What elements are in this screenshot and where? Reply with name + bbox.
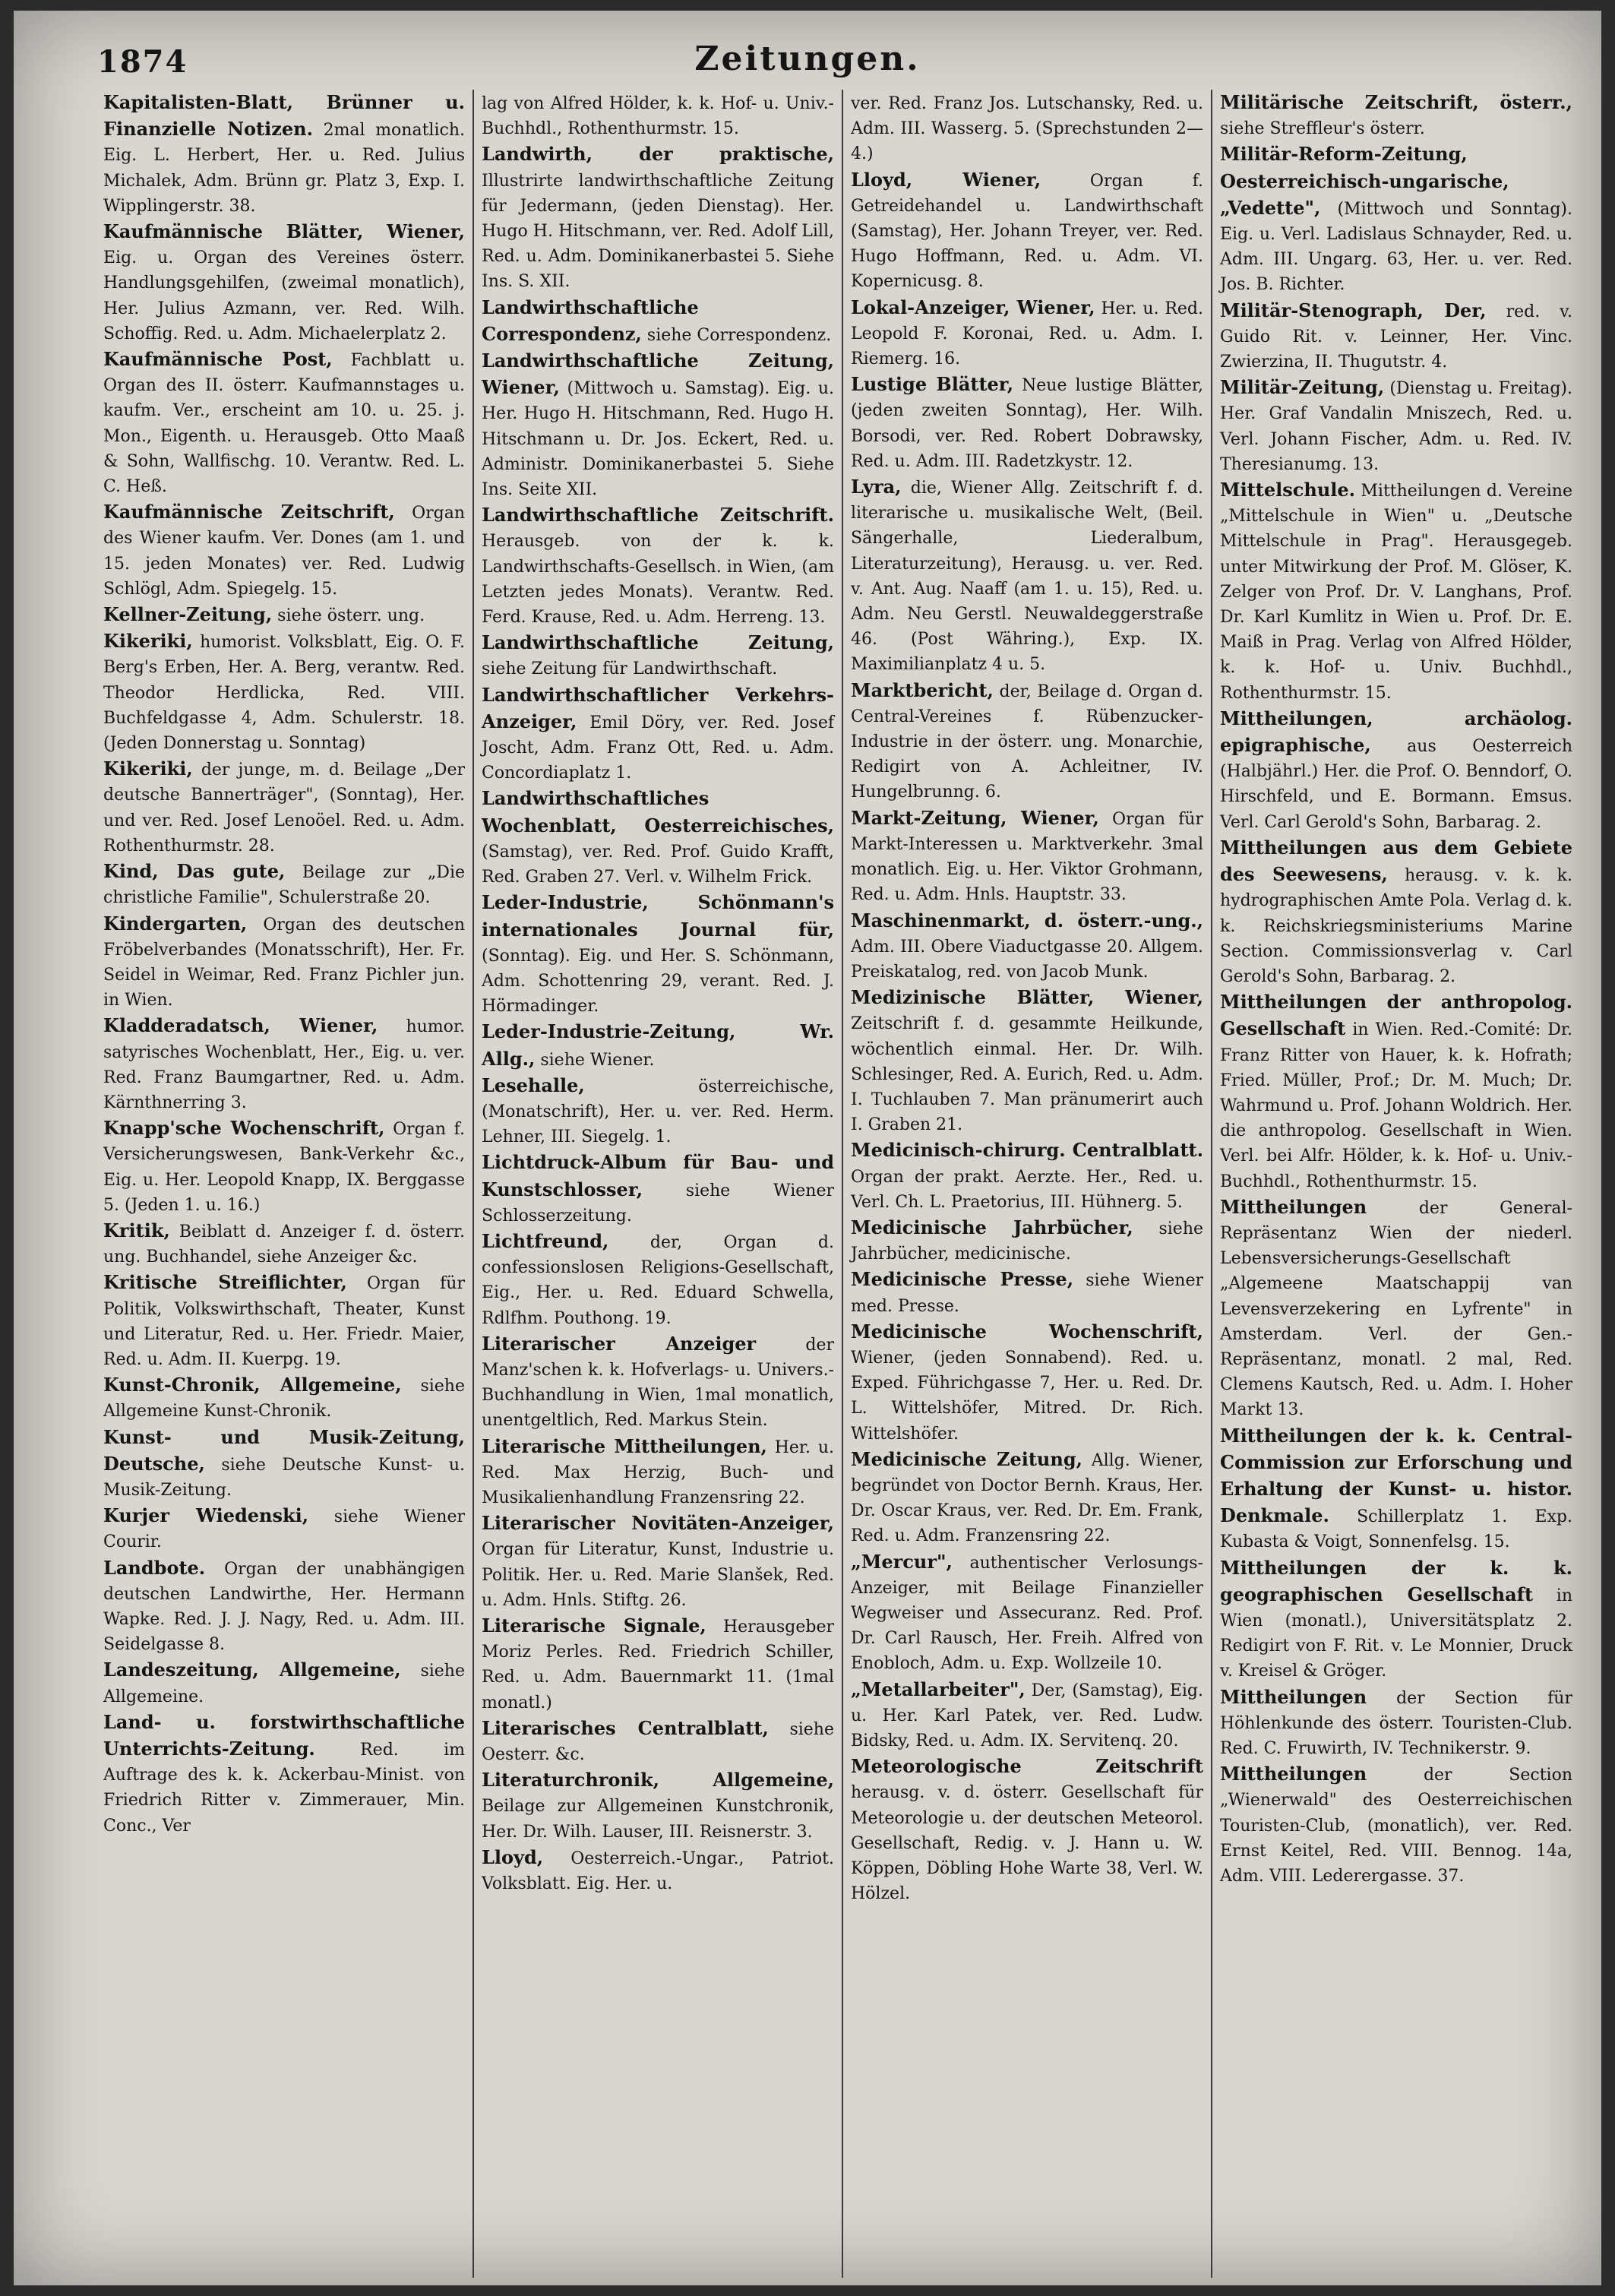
- directory-entry: [482, 1331, 834, 1434]
- directory-entry: [1220, 1423, 1572, 1555]
- directory-entry: [103, 602, 465, 628]
- entry-text: in Wien (monatl.), Universitätsplatz 2. Redigirt von F. Rit. v. Le Monnier, Druck v. Kreisel & Gröger.: [1220, 1586, 1572, 1681]
- directory-entry: [851, 1319, 1203, 1447]
- entry-title: Mittelschule.: [1220, 479, 1356, 501]
- directory-entry: [1220, 835, 1572, 989]
- entry-text: siehe Zeitung für Landwirthschaft.: [482, 659, 778, 679]
- entry-title: Mittheilungen der anthropolog. Gesellschaft: [1220, 991, 1572, 1040]
- directory-entry: [103, 219, 465, 346]
- directory-entry: [103, 1270, 465, 1372]
- directory-entry: [103, 90, 465, 219]
- entry-text: (Mittwoch und Sonntag). Eig. u. Verl. Ladislaus Schnayder, Red. u. Adm. III. Ungarg. 63, Her. u. ver. Red. Jos. B. Richter.: [1220, 199, 1572, 295]
- entry-title: „Metallarbeiter",: [851, 1678, 1026, 1700]
- entry-text: der, Beilage d. Organ d. Central-Vereines f. Rübenzucker-Industrie in der österr. ung. Monarchie, Redigirt von A. Achleitner, IV. Hungelbrunng. 6.: [851, 682, 1203, 802]
- entry-title: Kunst- und Musik-Zeitung, Deutsche,: [103, 1425, 465, 1475]
- directory-entry: [1220, 375, 1572, 477]
- entry-title: Landwirth, der praktische,: [482, 143, 834, 166]
- entry-title: Literarische Mittheilungen,: [482, 1434, 767, 1457]
- entry-title: Landwirthschaftliche Zeitschrift.: [482, 504, 834, 527]
- entry-text: die, Wiener Allg. Zeitschrift f. d. literarische u. musikalische Welt, (Beil. Sängerhalle, Liederalbum, Literaturzeitung), Herausg. u. ver. Red. v. Ant. Aug. Naaff (am 1. u. 15), Red. u. Adm. Neu Gerstl. Neuwaldeggerstraße 46. (Post Währing.), Exp. IX. Maximilianplatz 4 u. 5.: [851, 479, 1203, 675]
- entry-text: Red. im Auftrage des k. k. Ackerbau-Minist. von Friedrich Ritter v. Zimmerauer, Min. Conc., Ver: [103, 1741, 465, 1836]
- entry-text: Organ f. Getreidehandel u. Landwirthschaft (Samstag), Her. Johann Treyer, ver. Red. Hugo Hoffmann, Red. u. Adm. VI. Kopernicusg. 8.: [851, 171, 1204, 292]
- directory-entry: [103, 1013, 465, 1115]
- entry-text: siehe Wiener.: [535, 1050, 655, 1070]
- entry-title: Kurjer Wiedenski,: [103, 1504, 309, 1527]
- directory-entry: [482, 786, 834, 890]
- directory-entry: [851, 1215, 1203, 1267]
- directory-entry: [482, 1767, 834, 1845]
- entry-text: Beilage zur „Die christliche Familie", Schulerstraße 20.: [103, 863, 466, 908]
- directory-entry: [103, 756, 465, 859]
- directory-entry: [103, 1657, 465, 1709]
- directory-entry: [103, 1425, 465, 1504]
- directory-entry: [103, 346, 465, 499]
- entry-text: Organ der prakt. Aerzte. Her., Red. u. Verl. Ch. L. Praetorius, III. Hühnerg. 5.: [851, 1167, 1203, 1212]
- entry-text: 2mal monatlich. Eig. L. Herbert, Her. u. Red. Julius Michalek, Adm. Brünn gr. Platz 3, Exp. I. Wipplingerstr. 38.: [103, 121, 465, 216]
- directory-entry: [103, 1555, 465, 1658]
- entry-title: Mittheilungen: [1220, 1195, 1367, 1218]
- entry-text: Organ des deutschen Fröbelverbandes (Monatsschrift), Her. Fr. Seidel in Weimar, Red. Franz Pichler jun. in Wien.: [103, 915, 465, 1010]
- directory-entry: [851, 167, 1203, 295]
- entry-text: Beilage zur Allgemeinen Kunstchronik, Her. Dr. Wilh. Lauser, III. Reisnerstr. 3.: [482, 1797, 834, 1842]
- directory-entry: [482, 295, 834, 348]
- entry-title: Marktbericht,: [851, 678, 994, 701]
- entry-text: Der, (Samstag), Eig. u. Her. Karl Patek, ver. Red. Ludw. Bidsky, Red. u. Adm. IX. Servitenq. 20.: [851, 1681, 1203, 1750]
- page-header: [14, 11, 1601, 87]
- entry-text: Oesterreich.-Ungar., Patriot. Volksblatt. Eig. Her. u.: [482, 1849, 834, 1894]
- directory-entry: [851, 1267, 1203, 1318]
- directory-entry: [851, 908, 1203, 985]
- directory-entry: [103, 911, 465, 1014]
- entry-text: siehe Deutsche Kunst- u. Musik-Zeitung.: [103, 1455, 465, 1500]
- column-1: [103, 90, 472, 2278]
- entry-title: Militärische Zeitschrift, österr.,: [1220, 91, 1572, 113]
- directory-entry: [103, 499, 465, 602]
- entry-text: siehe österr. ung.: [272, 606, 425, 626]
- entry-title: Lichtdruck-Album für Bau- und Kunstschlosser,: [482, 1151, 834, 1200]
- directory-entry: [482, 502, 834, 630]
- page: [14, 11, 1601, 2285]
- entry-text: siehe Wiener Schlosserzeitung.: [482, 1181, 834, 1225]
- entry-text: der Section für Höhlenkunde des österr. Touristen-Club. Red. C. Fruwirth, IV. Technikerstr. 9.: [1220, 1688, 1572, 1758]
- entry-text: siehe Wiener Courir.: [103, 1507, 465, 1552]
- entry-title: Landeszeitung, Allgemeine,: [103, 1659, 401, 1681]
- directory-entry: [103, 628, 465, 756]
- entry-text: Herausgeb. von der k. k. Landwirthschafts-Gesellsch. in Wien, (am Letzten jedes Monats). Verantw. Red. Ferd. Krause, Red. u. Adm. Herreng. 13.: [482, 532, 834, 628]
- directory-entry: [851, 1754, 1203, 1906]
- entry-title: Kindergarten,: [103, 912, 248, 935]
- entry-title: Medicinische Zeitung,: [851, 1447, 1082, 1470]
- directory-entry: [1220, 706, 1572, 835]
- entry-text: Organ f. Versicherungswesen, Bank-Verkehr &c., Eig. u. Her. Leopold Knapp, IX. Berggasse 5. (Jeden 1. u. 16.): [103, 1120, 465, 1215]
- directory-entry: [103, 1503, 465, 1554]
- entry-text: (Sonntag). Eig. und Her. S. Schönmann, Adm. Schottenring 29, verant. Red. J. Hörmadinger.: [482, 946, 834, 1017]
- directory-entry: [851, 1677, 1203, 1754]
- running-title: Zeitungen.: [694, 40, 921, 78]
- entry-title: Landbote.: [103, 1556, 206, 1579]
- entry-text: Herausgeber Moriz Perles. Red. Friedrich Schiller, Red. u. Adm. Bauernmarkt 11. (1mal monatl.): [482, 1617, 834, 1713]
- entry-title: Literarischer Novitäten-Anzeiger,: [482, 1512, 834, 1535]
- entry-title: Literaturchronik, Allgemeine,: [482, 1769, 834, 1792]
- directory-entry: [851, 90, 1203, 167]
- entry-text: Organ des Wiener kaufm. Ver. Dones (am 1. und 15. jeden Monates) ver. Red. Ludwig Schlögl, Adm. Spiegelg. 15.: [103, 504, 465, 599]
- entry-title: Kunst-Chronik, Allgemeine,: [103, 1374, 402, 1396]
- entry-text: siehe Jahrbücher, medicinische.: [851, 1219, 1204, 1264]
- entry-text: Organ der unabhängigen deutschen Landwirthe, Her. Hermann Wapke. Red. J. J. Nagy, Red. u. Adm. III. Seidelgasse 8.: [103, 1559, 465, 1655]
- entry-title: Markt-Zeitung, Wiener,: [851, 806, 1099, 829]
- entry-title: Kritische Streiflichter,: [103, 1271, 347, 1294]
- entry-text: Eig. u. Organ des Vereines österr. Handlungsgehilfen, (zweimal monatlich), Her. Julius Azmann, ver. Red. Wilh. Schoffig. Red. u. Adm. Michaelerplatz 2.: [103, 248, 465, 343]
- directory-entry: [1220, 1684, 1572, 1762]
- directory-entry: [482, 1434, 834, 1511]
- entry-text: humor. satyrisches Wochenblatt, Her., Eig. u. ver. Red. Franz Baumgartner, Red. u. Adm. Kärnthnerring 3.: [103, 1017, 465, 1112]
- entry-text: siehe Wiener med. Presse.: [851, 1271, 1203, 1316]
- entry-text: Schillerplatz 1. Exp. Kubasta & Voigt, Sonnenfelsg. 15.: [1220, 1507, 1572, 1552]
- entry-title: Mittheilungen: [1220, 1763, 1367, 1785]
- entry-text: Organ für Politik, Volkswirthschaft, Theater, Kunst und Literatur, Red. u. Her. Friedr. Maier, Red. u. Adm. II. Kuerpg. 19.: [103, 1274, 465, 1369]
- entry-text: red. v. Guido Rit. v. Leinner, Her. Vinc. Zwierzina, II. Thugutstr. 4.: [1220, 302, 1572, 372]
- entry-title: Kellner-Zeitung,: [103, 603, 273, 626]
- entry-title: Kapitalisten-Blatt, Brünner u. Finanzielle Notizen.: [103, 91, 465, 141]
- entry-text: der junge, m. d. Beilage „Der deutsche Bannerträger", (Sonntag), Her. und ver. Red. Josef Lenoöel. Red. u. Adm. Rothenthurmstr. 28.: [103, 761, 465, 855]
- directory-entry: [1220, 90, 1572, 141]
- directory-entry: [103, 1218, 465, 1270]
- entry-text: ver. Red. Franz Jos. Lutschansky, Red. u. Adm. III. Wasserg. 5. (Sprechstunden 2—4.): [851, 94, 1203, 164]
- directory-entry: [482, 1019, 834, 1072]
- entry-text: authentischer Verlosungs-Anzeiger, mit Beilage Finanzieller Wegweiser und Assecuranz. Red. Prof. Dr. Carl Rausch, Her. Freih. Alfred von Enobloch, Adm. u. Exp. Wollzeile 10.: [851, 1553, 1203, 1674]
- directory-entry: [482, 1229, 834, 1331]
- entry-text: Zeitschrift f. d. gesammte Heilkunde, wöchentlich einmal. Her. Dr. Wilh. Schlesinger, Red. A. Eurich, Red. u. Adm. I. Tuchlauben 7. Man pränumerirt auch I. Graben 21.: [851, 1014, 1203, 1135]
- entry-title: Kaufmännische Zeitschrift,: [103, 501, 395, 523]
- entry-title: Leder-Industrie-Zeitung, Wr. Allg.,: [482, 1020, 834, 1070]
- entry-title: Lloyd,: [482, 1845, 544, 1868]
- entry-text: der General-Repräsentanz Wien der niederl. Lebensversicherungs-Gesellschaft „Algemeene Maatschappij van Levensverzekering en Lyfrente" in Amsterdam. Verl. der Gen.-Repräsentanz, monatl. 2 mal, Red. Clemens Kautsch, Red. u. Adm. I. Hoher Markt 13.: [1220, 1198, 1572, 1420]
- directory-entry: [851, 805, 1203, 908]
- directory-entry: [482, 1613, 834, 1716]
- directory-entry: [482, 1510, 834, 1613]
- entry-title: Militär-Zeitung,: [1220, 376, 1385, 399]
- entry-text: österreichische, (Monatschrift), Her. u. ver. Red. Herm. Lehner, III. Siegelg. 1.: [482, 1077, 834, 1147]
- entry-text: aus Oesterreich (Halbjährl.) Her. die Prof. O. Benndorf, O. Hirschfeld, und E. Bormann. Emsus. Verl. Carl Gerold's Sohn, Barbarag. 2.: [1220, 737, 1572, 832]
- entry-text: herausg. v. d. österr. Gesellschaft für Meteorologie u. der deutschen Meteorol. Gesellschaft, Redig. v. J. Hann u. W. Köppen, Döbling Hohe Warte 38, Verl. W. Hölzel.: [851, 1783, 1203, 1904]
- entry-title: Mittheilungen aus dem Gebiete des Seewesens,: [1220, 836, 1572, 886]
- entry-text: Allg. Wiener, begründet von Doctor Bernh. Kraus, Her. Dr. Oscar Kraus, ver. Red. Dr. Em. Frank, Red. u. Adm. Franzensring 22.: [851, 1450, 1203, 1546]
- directory-entry: [482, 890, 834, 1019]
- entry-title: Literarischer Anzeiger: [482, 1332, 757, 1355]
- directory-entry: [851, 985, 1203, 1137]
- entry-text: siehe Correspondenz.: [641, 325, 832, 345]
- entry-title: Landwirthschaftliche Zeitung,: [482, 631, 834, 654]
- entry-text: Her. u. Red. Leopold F. Koronai, Red. u. Adm. I. Riemerg. 16.: [851, 299, 1203, 369]
- entry-title: Landwirthschaftlicher Verkehrs-Anzeiger,: [482, 683, 834, 732]
- directory-entry: [1220, 1194, 1572, 1423]
- entry-title: Lokal-Anzeiger, Wiener,: [851, 296, 1095, 318]
- directory-entry: [482, 141, 834, 294]
- entry-title: Kladderadatsch, Wiener,: [103, 1014, 378, 1037]
- entry-text: lag von Alfred Hölder, k. k. Hof- u. Univ.-Buchhdl., Rothenthurmstr. 15.: [482, 94, 834, 139]
- entry-title: „Mercur",: [851, 1550, 953, 1573]
- directory-entry: [482, 348, 834, 502]
- entry-text: siehe Streffleur's österr.: [1220, 119, 1425, 139]
- entry-title: Land- u. forstwirthschaftliche Unterrichts-Zeitung.: [103, 1710, 465, 1760]
- entry-text: (Samstag), ver. Red. Prof. Guido Krafft, Red. Graben 27. Verl. v. Wilhelm Frick.: [482, 842, 834, 887]
- directory-entry: [1220, 477, 1572, 706]
- entry-text: (Dienstag u. Freitag). Her. Graf Vandalin Mniszech, Red. u. Verl. Johann Fischer, Adm. u. Red. IV. Theresianumg. 13.: [1220, 379, 1572, 474]
- directory-entry: [1220, 989, 1572, 1194]
- entry-title: Meteorologische Zeitschrift: [851, 1755, 1203, 1778]
- directory-entry: [482, 630, 834, 682]
- directory-entry: [851, 295, 1203, 372]
- entry-title: Lesehalle,: [482, 1074, 585, 1096]
- directory-entry: [482, 1150, 834, 1229]
- entry-title: Leder-Industrie, Schönmann's internationales Journal für,: [482, 891, 834, 941]
- directory-entry: [482, 682, 834, 786]
- directory-entry: [1220, 141, 1572, 297]
- entry-title: Mittheilungen, archäolog. epigraphische,: [1220, 707, 1572, 757]
- entry-title: Literarisches Centralblatt,: [482, 1716, 769, 1739]
- directory-entry: [851, 474, 1203, 678]
- entry-title: Lyra,: [851, 476, 902, 498]
- column-2: [472, 90, 842, 2278]
- entry-title: Militär-Stenograph, Der,: [1220, 299, 1487, 321]
- directory-columns: [103, 90, 1580, 2278]
- entry-text: der Section „Wienerwald" des Oesterreichischen Touristen-Club, (monatlich), ver. Red. Ernst Keitel, Red. VIII. Bennog. 14a, Adm. VIII. Lederergasse. 37.: [1220, 1766, 1572, 1886]
- directory-entry: [103, 1115, 465, 1218]
- entry-title: Mittheilungen der k. k. geographischen Gesellschaft: [1220, 1556, 1572, 1605]
- directory-entry: [482, 90, 834, 141]
- entry-text: der, Organ d. confessionslosen Religions-Gesellschaft, Eig., Her. u. Red. Eduard Schwella, Rdlfhm. Pouthong. 19.: [482, 1232, 834, 1328]
- directory-entry: [1220, 1761, 1572, 1889]
- entry-title: Landwirthschaftliches Wochenblatt, Oesterreichisches,: [482, 787, 834, 836]
- entry-title: Lichtfreund,: [482, 1229, 609, 1252]
- directory-entry: [851, 678, 1203, 805]
- directory-entry: [851, 372, 1203, 474]
- directory-entry: [1220, 1555, 1572, 1684]
- entry-text: Neue lustige Blätter, (jeden zweiten Sonntag), Her. Wilh. Borsodi, ver. Red. Robert Dobrawsky, Red. u. Adm. III. Radetzkystr. 12.: [851, 376, 1203, 471]
- entry-text: siehe Oesterr. &c.: [482, 1719, 834, 1764]
- entry-title: Literarische Signale,: [482, 1614, 706, 1637]
- entry-text: Organ für Literatur, Kunst, Industrie u. Politik. Her. u. Red. Marie Slanšek, Red. u. Adm. Hnls. Stiftg. 26.: [482, 1540, 834, 1610]
- entry-text: der Manz'schen k. k. Hofverlags- u. Univers.-Buchhandlung in Wien, 1mal monatlich, unentgeltlich, Red. Markus Stein.: [482, 1335, 834, 1431]
- entry-title: Lustige Blätter,: [851, 373, 1014, 396]
- entry-title: Landwirthschaftliche Zeitung, Wiener,: [482, 349, 834, 399]
- column-3: [842, 90, 1211, 2278]
- entry-title: Landwirthschaftliche Correspondenz,: [482, 296, 699, 345]
- entry-text: siehe Allgemeine Kunst-Chronik.: [103, 1377, 465, 1422]
- entry-text: Adm. III. Obere Viaductgasse 20. Allgem. Preiskatalog, red. von Jacob Munk.: [851, 937, 1203, 982]
- entry-text: siehe Allgemeine.: [103, 1662, 465, 1706]
- entry-text: Illustrirte landwirthschaftliche Zeitung für Jedermann, (jeden Dienstag). Her. Hugo H. Hitschmann, ver. Red. Adolf Lill, Red. u. Adm. Dominikanerbastei 5. Siehe Ins. S. XII.: [482, 171, 834, 292]
- entry-title: Militär-Reform-Zeitung, Oesterreichisch-ungarische, „Vedette",: [1220, 143, 1509, 219]
- directory-entry: [851, 1549, 1203, 1677]
- directory-entry: [482, 1716, 834, 1767]
- entry-text: Mittheilungen d. Vereine „Mittelschule in Wien" u. „Deutsche Mittelschule in Prag". Herausgegeb. unter Mitwirkung der Prof. M. Glöser, K. Zelger von Prof. Dr. V. Langhans, Prof. Dr. Karl Kumlitz in Wien u. Prof. Dr. E. Maiß in Prag. Verlag von Alfred Hölder, k. k. Hof- u. Univ. Buchhdl., Rothenthurmstr. 15.: [1220, 482, 1572, 703]
- entry-title: Mittheilungen der k. k. Central-Commission zur Erforschung und Erhaltung der Kunst- u. histor. Denkmale.: [1220, 1424, 1572, 1527]
- entry-title: Maschinenmarkt, d. österr.-ung.,: [851, 909, 1203, 931]
- entry-title: Kritik,: [103, 1219, 170, 1241]
- entry-title: Kind, Das gute,: [103, 860, 286, 883]
- entry-text: humorist. Volksblatt, Eig. O. F. Berg's Erben, Her. A. Berg, verantw. Red. Theodor Herdlicka, Red. VIII. Buchfeldgasse 4, Adm. Schulerstr. 18. (Jeden Donnerstag u. Sonntag): [103, 633, 465, 754]
- entry-text: Emil Döry, ver. Red. Josef Joscht, Adm. Franz Ott, Red. u. Adm. Concordiaplatz 1.: [482, 713, 834, 783]
- entry-title: Kikeriki,: [103, 757, 193, 780]
- entry-title: Medicinische Jahrbücher,: [851, 1216, 1133, 1238]
- entry-text: Wiener, (jeden Sonnabend). Red. u. Exped. Führichgasse 7, Her. u. Red. Dr. L. Wittelshöfer, Mitred. Dr. Rich. Wittelshöfer.: [851, 1348, 1203, 1444]
- entry-text: Beiblatt d. Anzeiger f. d. österr. ung. Buchhandel, siehe Anzeiger &c.: [103, 1222, 465, 1267]
- directory-entry: [851, 1137, 1203, 1215]
- entry-title: Medicinische Wochenschrift,: [851, 1320, 1203, 1342]
- directory-entry: [103, 1709, 465, 1839]
- directory-entry: [851, 1447, 1203, 1549]
- entry-title: Knapp'sche Wochenschrift,: [103, 1117, 385, 1140]
- entry-text: Organ für Markt-Interessen u. Marktverkehr. 3mal monatlich. Eig. u. Her. Viktor Grohmann, Red. u. Adm. Hnls. Hauptstr. 33.: [851, 809, 1203, 905]
- entry-title: Lloyd, Wiener,: [851, 168, 1041, 191]
- entry-title: Medizinische Blätter, Wiener,: [851, 986, 1203, 1009]
- entry-text: (Mittwoch u. Samstag). Eig. u. Her. Hugo H. Hitschmann, Red. Hugo H. Hitschmann u. Dr. Jos. Eckert, Red. u. Administr. Dominikanerbastei 5. Siehe Ins. Seite XII.: [482, 379, 834, 500]
- entry-title: Medicinische Presse,: [851, 1268, 1074, 1291]
- directory-entry: [103, 1372, 465, 1424]
- entry-title: Mittheilungen: [1220, 1685, 1367, 1708]
- directory-entry: [482, 1845, 834, 1896]
- entry-title: Kaufmännische Blätter, Wiener,: [103, 220, 465, 243]
- directory-entry: [482, 1073, 834, 1150]
- column-4: [1211, 90, 1580, 2278]
- entry-title: Medicinisch-chirurg. Centralblatt.: [851, 1139, 1203, 1162]
- entry-title: Kaufmännische Post,: [103, 348, 333, 371]
- entry-text: herausg. v. k. k. hydrographischen Amte Pola. Verlag d. k. k. Reichskriegsministeriums Marine Section. Commissionsverlag v. Carl Gerold's Sohn, Barbarag. 2.: [1220, 866, 1572, 986]
- directory-entry: [1220, 298, 1572, 375]
- directory-entry: [103, 859, 465, 910]
- page-number: 1874: [97, 44, 188, 80]
- entry-text: Fachblatt u. Organ des II. österr. Kaufmannstages u. kaufm. Ver., erscheint am 10. u. 25. j. Mon., Eigenth. u. Herausgeb. Otto Maaß & Sohn, Wallfischg. 10. Verantw. Red. L. C. Heß.: [103, 351, 465, 497]
- entry-text: in Wien. Red.-Comité: Dr. Franz Ritter von Hauer, k. k. Hofrath; Fried. Müller, Prof.; Dr. M. Much; Dr. Wahrmund u. Prof. Johann Woldrich. Her. die anthropolog. Gesellschaft in Wien. Verl. bei Alfr. Hölder, k. k. Hof- u. Univ.-Buchhdl., Rothenthurmstr. 15.: [1220, 1020, 1572, 1191]
- entry-text: Her. u. Red. Max Herzig, Buch- und Musikalienhandlung Franzensring 22.: [482, 1437, 834, 1507]
- entry-title: Kikeriki,: [103, 630, 193, 653]
